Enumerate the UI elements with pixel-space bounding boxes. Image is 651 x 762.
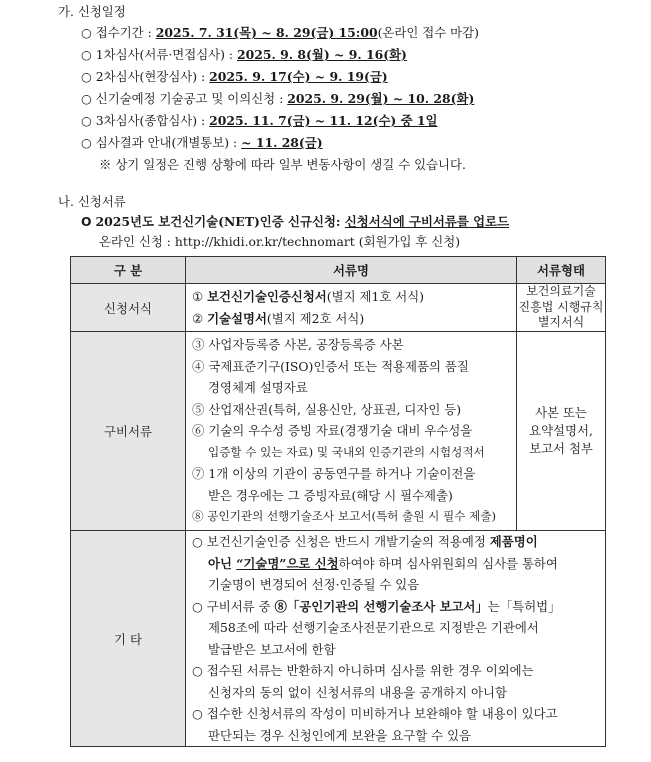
item-number: ⑧ [192,509,204,524]
bullet-circle: ○ [192,598,203,614]
bullet-circle: ○ [81,91,92,106]
supporting-item-7-cont: 받은 경우에는 그 증빙자료(해당 시 필수제출) [208,487,453,503]
note-3-line-1 [192,660,599,682]
item-text: 국제표준기구(ISO)인증서 또는 적용제품의 품질 [208,358,469,374]
bullet-circle: ○ [192,534,203,549]
schedule-date: 2025. 9. 29(월) ~ 10. 28(화) [287,91,475,106]
bullet-circle: ○ [81,47,92,62]
note-2-line-1 [192,596,599,618]
form-item-2 [186,308,516,330]
schedule-label: 접수기간 : [95,25,156,40]
category-application-forms: 신청서식 [71,284,186,332]
note-text: 하여야 하며 심사위원회의 심사를 통하여 [338,555,558,571]
supporting-item-5 [186,399,516,421]
supporting-item-3 [186,334,516,356]
note-bold: 제품명이 [489,534,538,549]
format-line: 보건의료기술 [526,284,596,299]
schedule-item-second-review [81,69,388,85]
note-bold: 아닌 [208,555,237,571]
schedule-item-third-review [81,113,437,129]
schedule-item-announcement [81,91,474,107]
schedule-label: 1차심사(서류·면접심사) : [95,47,238,62]
header-document: 서류명 [186,257,517,284]
supporting-item-6 [186,420,516,442]
format-supporting-documents [517,332,606,531]
item-note: (별지 제1호 서식) [326,289,425,304]
note-text: 보건신기술인증 신청은 반드시 개발기술의 적용예정 [206,534,490,549]
item-text: 1개 이상의 기관이 공동연구를 하거나 기술이전을 [208,466,476,482]
category-supporting-documents: 구비서류 [71,332,186,531]
note-4-line-2: 판단되는 경우 신청인에게 보완을 요구할 수 있음 [208,727,472,743]
bullet-circle: ○ [192,706,203,721]
application-headline [81,214,509,230]
schedule-note: ※ 상기 일정은 진행 상황에 따라 일부 변동사항이 생길 수 있습니다. [99,157,466,172]
note-text: 는「특허법」 [487,598,561,614]
note-bold: ⑧「공인기관의 선행기술조사 보고서」 [274,598,488,614]
format-line: 보고서 첨부 [529,441,593,456]
format-line: 진흥법 시행규칙 [518,299,604,314]
item-number: ⑦ [192,466,205,482]
others-notes-cell [186,531,606,747]
item-number: ③ [192,337,205,353]
note-bold-underlined: “기술명” [236,555,287,571]
item-number: ⑤ [192,401,205,417]
bullet-circle: ○ [192,663,203,678]
note-1-line-1 [192,531,599,553]
note-text: 접수된 서류는 반환하지 아니하며 심사를 위한 경우 이외에는 [206,663,534,678]
header-category: 구 분 [71,257,186,284]
format-line: 별지서식 [537,315,585,330]
form-documents-cell [186,284,517,332]
schedule-date: ~ 11. 28(금) [241,135,323,150]
table-row-others [71,531,606,747]
supporting-item-4-cont: 경영체계 설명자료 [208,380,308,396]
item-text: 공인기관의 선행기술조사 보고서(특허 출원 시 필수 제출) [207,509,497,524]
note-4-line-1 [192,703,599,725]
schedule-label: 신기술예정 기술공고 및 이의신청 : [95,91,288,106]
schedule-item-first-review [81,47,407,63]
item-number: ① [192,289,204,304]
supporting-item-8 [186,506,516,528]
format-line: 요약설명서, [529,423,593,438]
headline-underlined: 신청서식에 구비서류를 업로드 [344,214,510,229]
supporting-item-4 [186,356,516,378]
item-note: (별지 제2호 서식) [266,310,365,326]
item-text: 산업재산권(특허, 실용신안, 상표권, 디자인 등) [208,401,462,417]
item-name: 보건신기술인증신청서 [207,289,327,304]
schedule-label: 2차심사(현장심사) : [95,69,210,84]
supporting-item-6-cont: 입증할 수 있는 자료) 및 국내외 인증기관의 시험성적서 [208,444,485,459]
table-row-application-forms [71,284,606,332]
headline-prefix: 2025년도 보건신기술(NET)인증 신규신청: [95,214,345,229]
note-text: 접수한 신청서류의 작성이 미비하거나 보완해야 할 내용이 있다고 [206,706,558,721]
bullet-circle: ○ [81,69,92,84]
bullet-circle: ○ [81,25,92,40]
documents-table [70,256,606,747]
format-application-forms [517,284,606,332]
note-1-line-3: 기술명이 변경되어 선정·인증될 수 있음 [208,577,420,592]
supporting-item-7 [186,463,516,485]
table-header-row [71,257,606,284]
schedule-item-reception [81,25,479,41]
item-number: ⑥ [192,423,205,439]
bullet-o: O [81,214,92,229]
item-text: 기술의 우수성 증빙 자료(경쟁기술 대비 우수성을 [208,423,473,439]
schedule-label: 심사결과 안내(개별통보) : [95,135,242,150]
note-2-line-3: 발급받은 보고서에 한함 [208,641,336,657]
note-2-line-2: 제58조에 따라 선행기술조사전문기관으로 지정받은 기관에서 [208,620,539,635]
form-item-1 [186,286,516,308]
note-3-line-2: 신청자의 동의 없이 신청서류의 내용을 공개하지 아니함 [208,684,507,700]
schedule-date: 2025. 9. 17(수) ~ 9. 19(금) [209,69,388,84]
note-1-line-2 [192,553,599,575]
bullet-circle: ○ [81,135,92,150]
section-ga-title: 가. 신청일정 [58,4,126,19]
schedule-suffix: (온라인 접수 마감) [377,25,479,40]
item-name: 기술설명서 [207,310,267,326]
online-application-url: 온라인 신청 : http://khidi.or.kr/technomart (회원가입 후 신청) [99,234,461,249]
schedule-date: 2025. 11. 7(금) ~ 11. 12(수) 중 1일 [209,113,438,128]
item-number: ④ [192,358,205,374]
schedule-item-result [81,135,323,151]
note-text: 구비서류 중 [206,598,275,614]
item-text: 사업자등록증 사본, 공장등록증 사본 [208,337,404,353]
item-number: ② [192,310,204,326]
schedule-label: 3차심사(종합심사) : [95,113,210,128]
schedule-date: 2025. 9. 8(월) ~ 9. 16(화) [237,47,407,62]
section-na-title: 나. 신청서류 [58,194,126,209]
table-row-supporting-documents [71,332,606,531]
bullet-circle: ○ [81,113,92,128]
header-format: 서류형태 [517,257,606,284]
format-line: 사본 또는 [535,405,587,420]
supporting-documents-cell [186,332,517,531]
schedule-date: 2025. 7. 31(목) ~ 8. 29(금) 15:00 [155,25,378,40]
category-others: 기 타 [71,531,186,747]
note-bold-underlined: 으로 신청 [286,555,339,571]
